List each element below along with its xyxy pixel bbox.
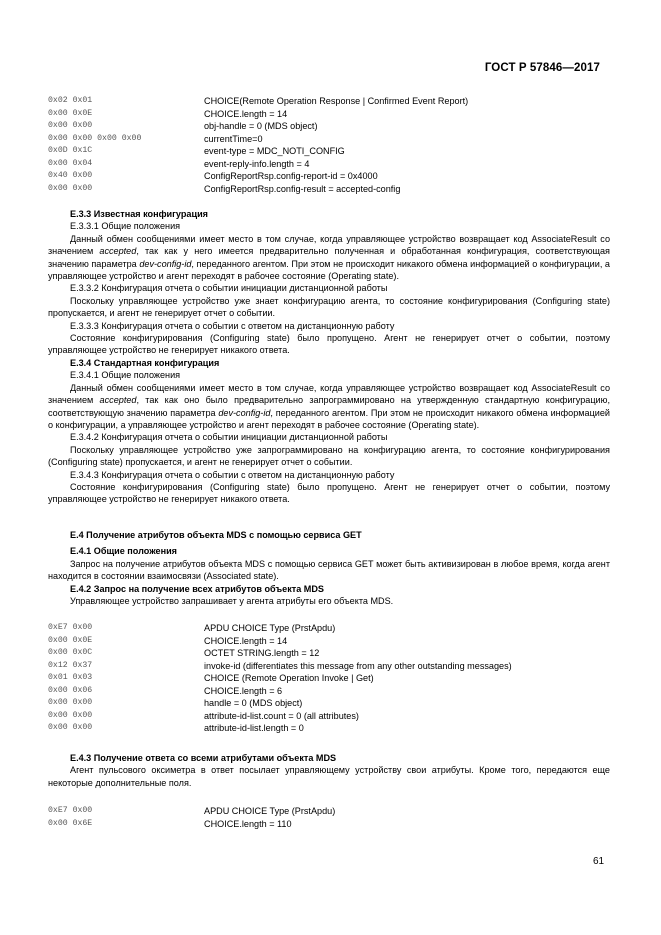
hex-code: 0x00 0x6E [48,818,93,828]
hex-description: CHOICE.length = 14 [204,108,288,119]
subsection-heading: Е.4.2 Запрос на получение всех атрибутов объекта MDS [70,583,325,594]
hex-code: 0x00 0x00 [48,121,93,130]
hex-code: 0x01 0x03 [48,673,93,682]
hex-code: 0x00 0x0E [48,635,93,645]
hex-code: 0x00 0x00 0x00 0x00 [48,133,142,143]
hex-code: 0x00 0x04 [48,158,93,168]
paragraph: Управляющее устройство запрашивает у агента атрибуты его объекта MDS. [70,596,394,607]
hex-code: 0x00 0x00 [48,183,93,193]
subsection-heading: Е.3.3.3 Конфигурация отчета о событии с ответом на дистанционную работу [70,320,395,331]
subsection-heading: Е.4.3 Получение ответа со всеми атрибутами объекта MDS [70,753,337,763]
hex-code: 0x02 0x01 [48,96,93,105]
hex-row [48,722,608,735]
hex-row [48,672,608,685]
hex-code: 0xE7 0x00 [48,806,93,815]
hex-description: OCTET STRING.length = 12 [204,648,320,658]
hex-description: obj-handle = 0 (MDS object) [204,121,318,131]
paragraph: Данный обмен сообщениями имеет место в том случае, когда управляющее устройство возвращает код AssociateResult со значением accepted, так как у него имеется предварительно полученная и обработанная конфигурация, соответствующая значению параметра dev-config-id, переданного агентом. При этом не происходит никакого обмена информацией о конфигурации, а управляющее устройство и агент переходят в рабочее состояние (Operating state). [48,233,610,282]
hex-row [48,622,608,635]
paragraph: Поскольку управляющее устройство уже запрограммировано на конфигурацию агента, то состояние конфигурирования (Configuring state) пропускается, и агент не генерирует отчет о событии. [48,444,610,468]
section-heading: Е.3.3 Известная конфигурация [70,209,208,219]
paragraph: Состояние конфигурирования (Configuring state) было пропущено. Агент не генерирует отчет о событии, поэтому управляющее устройство не генерирует никакого ответа. [48,481,610,505]
hex-description: ConfigReportRsp.config-result = accepted-config [204,183,401,194]
hex-description: ConfigReportRsp.config-report-id = 0x4000 [204,171,378,181]
section-e3-text [48,208,610,506]
hex-row [48,685,608,698]
hex-row [48,710,608,723]
hex-description: event-type = MDC_NOTI_CONFIG [204,146,345,156]
hex-row [48,170,608,183]
hex-description: APDU CHOICE Type (PrstApdu) [204,623,336,633]
paragraph: Запрос на получение атрибутов объекта MDS с помощью сервиса GET может быть активизирован в любое время, когда агент находится в состоянии взаимосвязи (Associated state). [48,558,610,582]
hex-row [48,95,608,108]
hex-description: CHOICE.length = 14 [204,635,288,646]
hex-code: 0xE7 0x00 [48,623,93,632]
subsection-heading: Е.3.3.1 Общие положения [70,221,181,232]
hex-block-1 [48,95,608,195]
hex-row [48,647,608,660]
hex-row [48,120,608,133]
section-e4-text [48,529,610,607]
paragraph: Состояние конфигурирования (Configuring state) было пропущено. Агент не генерирует отчет о событии, поэтому управляющее устройство не генерирует никакого ответа. [48,333,610,356]
hex-row [48,133,608,146]
subsection-heading: Е.3.4.1 Общие положения [70,370,181,381]
section-heading: Е.3.4 Стандартная конфигурация [70,357,220,368]
hex-description: CHOICE.length = 110 [204,818,292,829]
hex-block-3 [48,805,608,830]
subsection-heading: Е.3.3.2 Конфигурация отчета о событии инициации дистанционной работы [70,283,388,294]
paragraph: Данный обмен сообщениями имеет место в том случае, когда управляющее устройство возвращает код AssociateResult со значением accepted, так как оно было предварительно запрограммировано на утвержденную стандартную конфигурацию, соответствующую значению параметра dev-config-id, переданного агентом. При этом не происходит никакого обмена информацией о конфигурации, а управляющее устройство и агент переходят в рабочее состояние (Operating state). [48,382,611,430]
hex-row [48,108,608,121]
paragraph: Агент пульсового оксиметра в ответ посылает управляющему устройству свои атрибуты. Кроме того, передаются еще некоторые дополнительные поля. [48,765,610,788]
hex-description: CHOICE (Remote Operation Invoke | Get) [204,673,374,683]
hex-description: currentTime=0 [204,133,263,144]
hex-code: 0x40 0x00 [48,171,93,180]
hex-row [48,635,608,648]
hex-code: 0x00 0x06 [48,685,93,695]
hex-code: 0x00 0x0C [48,648,93,657]
hex-description: APDU CHOICE Type (PrstApdu) [204,806,336,816]
hex-row [48,145,608,158]
subsection-heading: Е.4.1 Общие положения [70,546,177,557]
hex-row [48,818,608,831]
hex-row [48,183,608,196]
hex-description: attribute-id-list.count = 0 (all attributes) [204,710,359,721]
subsection-heading: Е.3.4.2 Конфигурация отчета о событии инициации дистанционной работы [70,432,388,443]
hex-description: invoke-id (differentiates this message from any other outstanding messages) [204,660,512,671]
hex-code: 0x00 0x00 [48,698,93,707]
hex-code: 0x0D 0x1C [48,146,93,155]
hex-code: 0x00 0x00 [48,710,93,720]
paragraph: Поскольку управляющее устройство уже знает конфигурацию агента, то состояние конфигурирования (Configuring state) пропускается, и агент не генерирует отчет о событии. [48,295,610,319]
hex-code: 0x00 0x0E [48,108,93,118]
hex-row [48,660,608,673]
standard-header: ГОСТ Р 57846—2017 [484,62,600,74]
hex-code: 0x00 0x00 [48,723,93,732]
section-e43-text [48,752,610,789]
hex-description: event-reply-info.length = 4 [204,158,310,169]
page-number: 61 [593,856,605,867]
hex-row [48,697,608,710]
hex-description: attribute-id-list.length = 0 [204,723,304,733]
hex-description: handle = 0 (MDS object) [204,698,303,708]
hex-description: CHOICE.length = 6 [204,685,283,696]
hex-block-2 [48,622,608,735]
hex-row [48,805,608,818]
hex-row [48,158,608,171]
section-heading: Е.4 Получение атрибутов объекта MDS с помощью сервиса GET [70,530,362,540]
hex-description: CHOICE(Remote Operation Response | Confirmed Event Report) [204,96,469,106]
hex-code: 0x12 0x37 [48,660,93,670]
subsection-heading: Е.3.4.3 Конфигурация отчета о событии с ответом на дистанционную работу [70,469,395,480]
